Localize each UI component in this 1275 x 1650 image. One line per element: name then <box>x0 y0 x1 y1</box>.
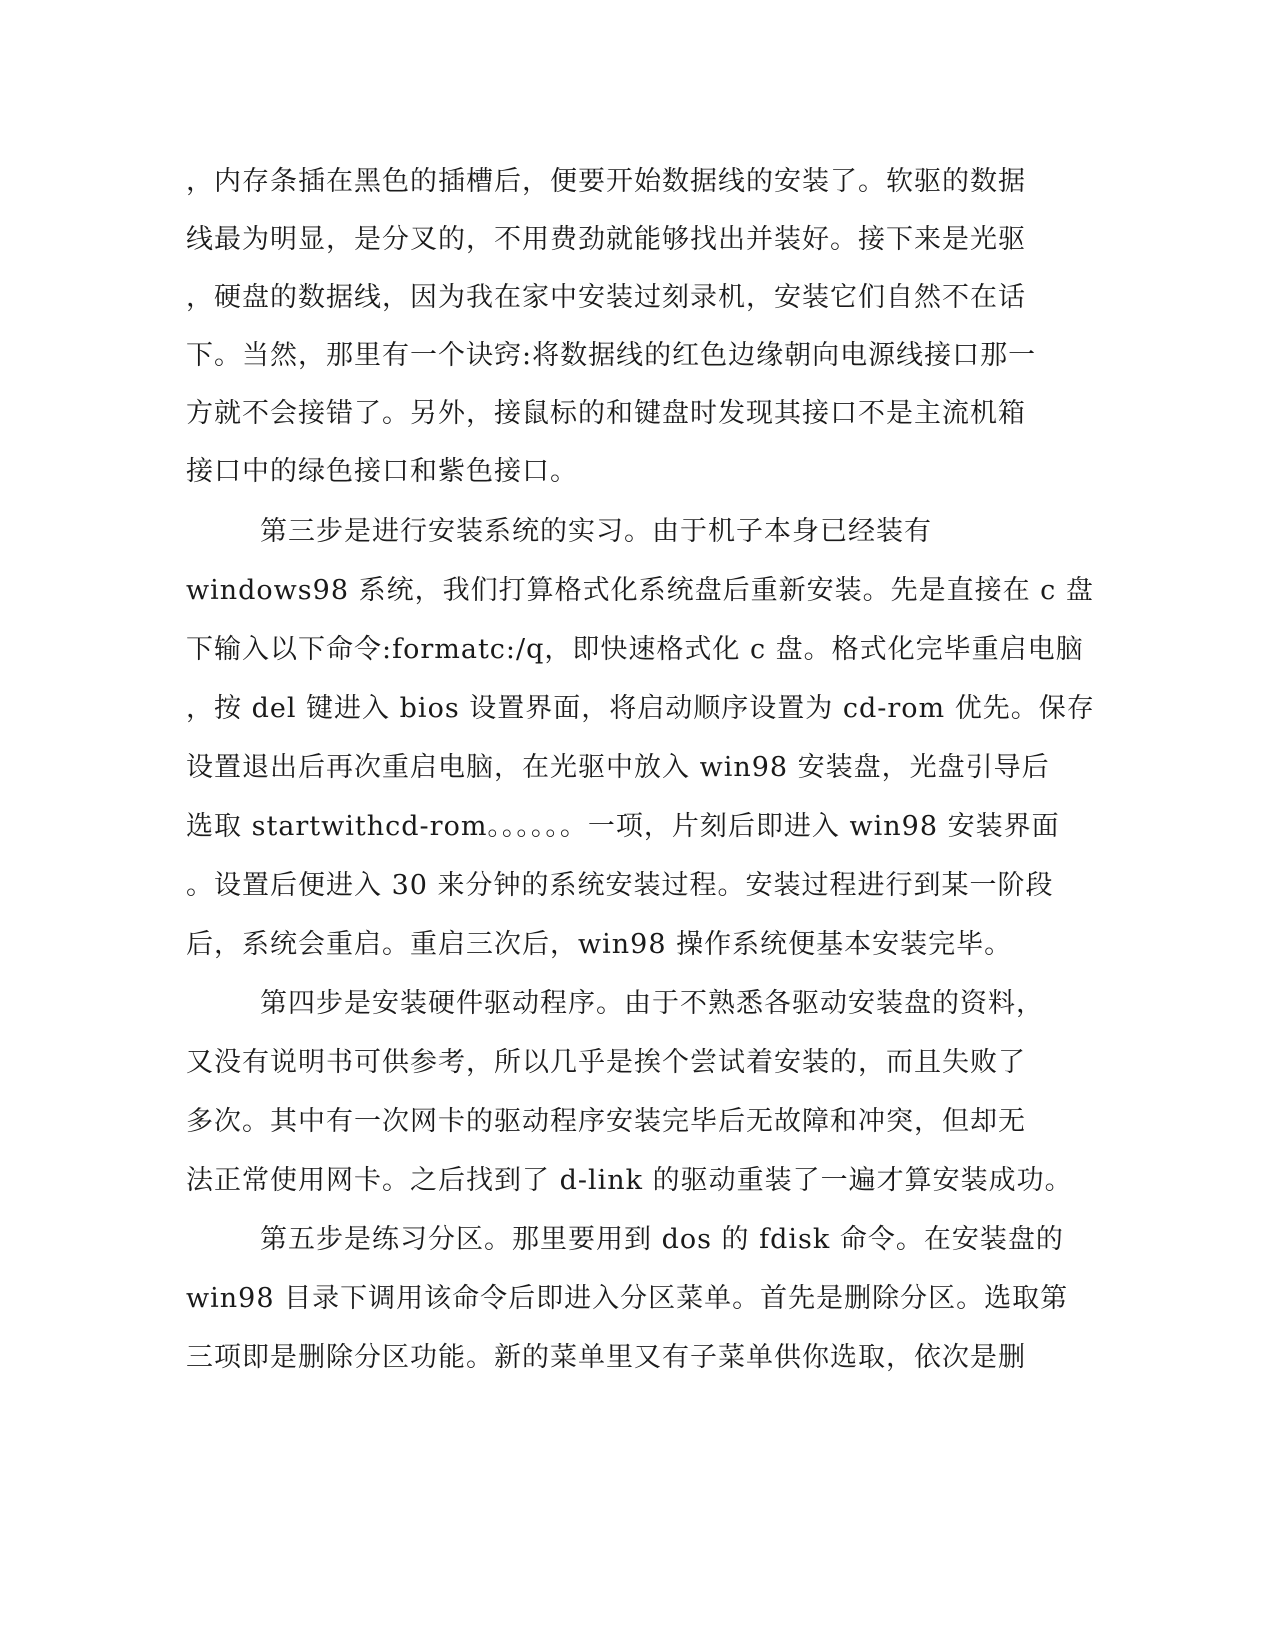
text-line: 接口中的绿色接口和紫色接口。 <box>186 456 578 487</box>
text-line: 多次。其中有一次网卡的驱动程序安装完毕后无故障和冲突，但却无 <box>186 1106 1026 1137</box>
text-line: 法正常使用网卡。之后找到了 d-link 的驱动重装了一遍才算安装成功。 <box>186 1165 1073 1196</box>
text-line: 。设置后便进入 30 来分钟的系统安装过程。安装过程进行到某一阶段 <box>186 870 1054 901</box>
text-line: win98 目录下调用该命令后即进入分区菜单。首先是删除分区。选取第 <box>186 1283 1069 1314</box>
paragraph-first-line: 第四步是安装硬件驱动程序。由于不熟悉各驱动安装盘的资料， <box>260 988 1044 1019</box>
text-line: 方就不会接错了。另外，接鼠标的和键盘时发现其接口不是主流机箱 <box>186 398 1026 429</box>
paragraph-first-line: 第五步是练习分区。那里要用到 dos 的 fdisk 命令。在安装盘的 <box>260 1224 1064 1255</box>
text-line: 下。当然，那里有一个诀窍:将数据线的红色边缘朝向电源线接口那一 <box>186 340 1037 371</box>
text-line: ，内存条插在黑色的插槽后，便要开始数据线的安装了。软驱的数据 <box>186 166 1026 197</box>
text-line: 又没有说明书可供参考，所以几乎是挨个尝试着安装的，而且失败了 <box>186 1047 1026 1078</box>
text-line: windows98 系统，我们打算格式化系统盘后重新安装。先是直接在 c 盘 <box>186 575 1094 606</box>
text-line: 后，系统会重启。重启三次后，win98 操作系统便基本安装完毕。 <box>186 929 1013 960</box>
text-line: ，按 del 键进入 bios 设置界面，将启动顺序设置为 cd-rom 优先。保存 <box>186 693 1095 724</box>
text-line: ，硬盘的数据线，因为我在家中安装过刻录机，安装它们自然不在话 <box>186 282 1026 313</box>
text-line: 线最为明显，是分叉的，不用费劲就能够找出并装好。接下来是光驱 <box>186 224 1026 255</box>
text-line: 三项即是删除分区功能。新的菜单里又有子菜单供你选取，依次是删 <box>186 1342 1026 1373</box>
text-line: 选取 startwithcd-rom。。。。。。一项，片刻后即进入 win98 安装界面 <box>186 811 1060 842</box>
text-line: 设置退出后再次重启电脑，在光驱中放入 win98 安装盘，光盘引导后 <box>186 752 1050 783</box>
text-line: 下输入以下命令:formatc:/q，即快速格式化 c 盘。格式化完毕重启电脑 <box>186 634 1084 665</box>
paragraph-first-line: 第三步是进行安装系统的实习。由于机子本身已经装有 <box>260 516 932 547</box>
